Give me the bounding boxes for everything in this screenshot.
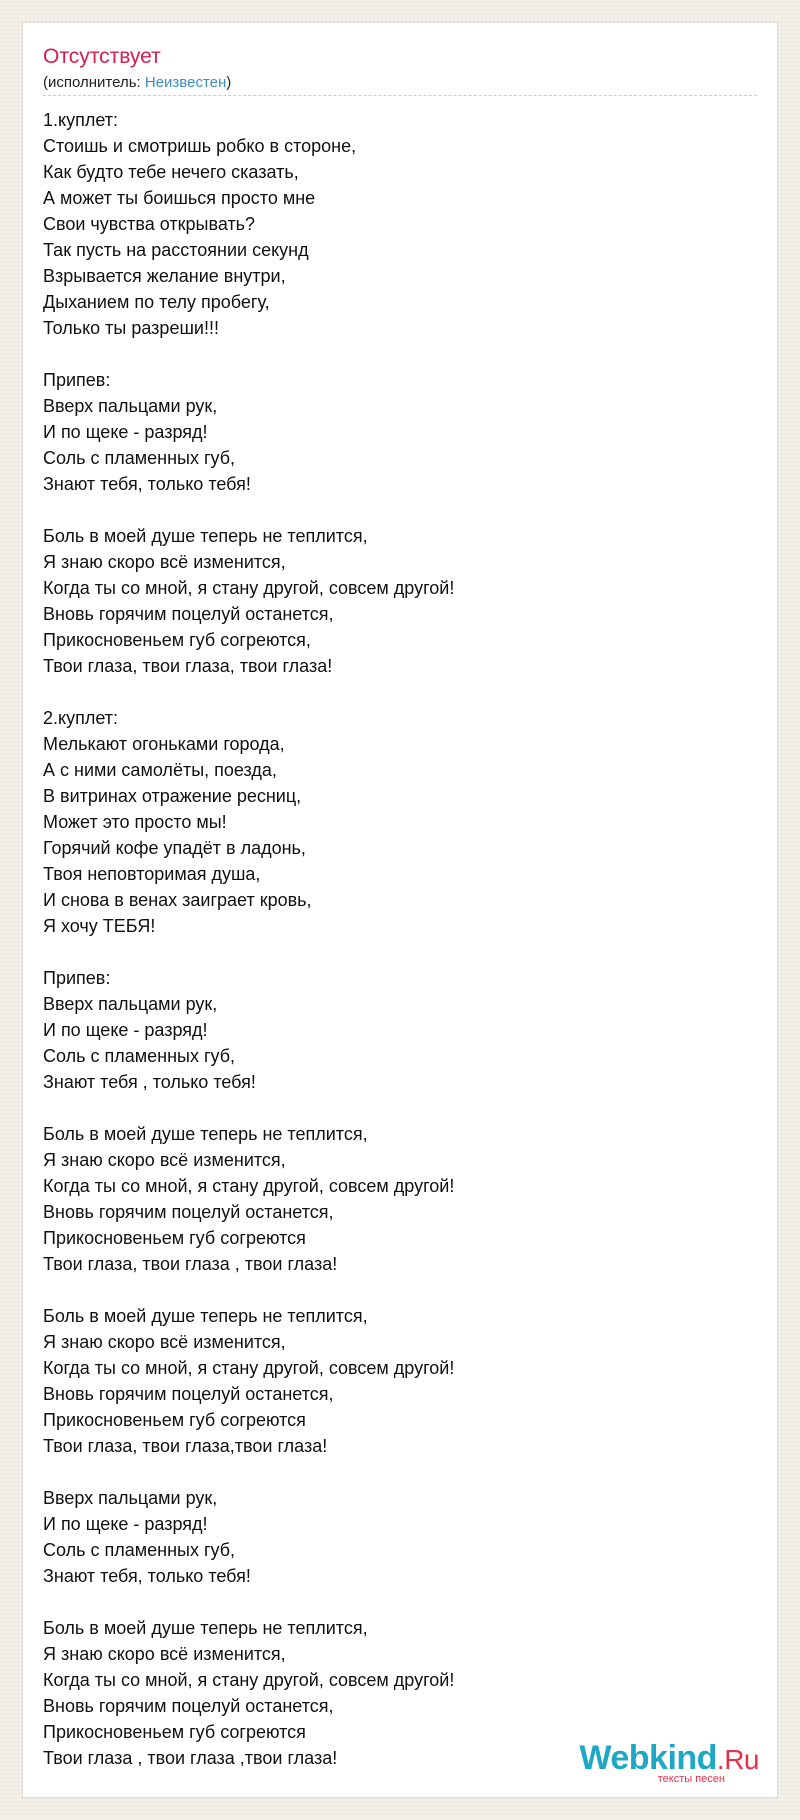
lyric-line: Прикосновеньем губ согреются (43, 1410, 306, 1430)
lyrics-stanza (43, 523, 759, 679)
lyric-line: Знают тебя, только тебя! (43, 1566, 251, 1586)
lyrics-stanza (43, 1303, 759, 1459)
lyric-line: Дыханием по телу пробегу, (43, 292, 270, 312)
lyric-line: Когда ты со мной, я стану другой, совсем другой! (43, 1176, 455, 1196)
lyric-line: Может это просто мы! (43, 812, 227, 832)
lyric-line: Я знаю скоро всё изменится, (43, 1332, 286, 1352)
lyrics-stanza (43, 705, 759, 939)
lyric-line: А с ними самолёты, поезда, (43, 760, 277, 780)
lyric-line: Боль в моей душе теперь не теплится, (43, 1618, 368, 1638)
lyrics-stanza (43, 107, 759, 341)
lyric-line: Припев: (43, 968, 111, 988)
lyric-line: Вверх пальцами рук, (43, 396, 218, 416)
header-divider (43, 95, 757, 96)
lyrics-stanza (43, 1121, 759, 1277)
watermark-brand: Webkind (579, 1739, 717, 1777)
lyrics-stanza (43, 367, 759, 497)
lyric-line: Мелькают огоньками города, (43, 734, 285, 754)
lyric-line: Так пусть на расстоянии секунд (43, 240, 309, 260)
lyric-line: Когда ты со мной, я стану другой, совсем другой! (43, 1358, 455, 1378)
lyric-line: Твои глаза , твои глаза ,твои глаза! (43, 1748, 338, 1768)
lyric-line: В витринах отражение ресниц, (43, 786, 302, 806)
lyric-line: Вновь горячим поцелуй останется, (43, 1696, 334, 1716)
artist-suffix: ) (226, 74, 232, 91)
lyric-line: Твои глаза, твои глаза, твои глаза! (43, 656, 333, 676)
lyric-line: Вверх пальцами рук, (43, 994, 218, 1014)
lyric-line: Твои глаза, твои глаза,твои глаза! (43, 1436, 328, 1456)
lyric-line: Прикосновеньем губ согреются (43, 1228, 306, 1248)
lyric-line: Прикосновеньем губ согреются, (43, 630, 311, 650)
lyric-line: И снова в венах заиграет кровь, (43, 890, 312, 910)
lyric-line: Вновь горячим поцелуй останется, (43, 1202, 334, 1222)
lyrics-stanza (43, 965, 759, 1095)
artist-prefix: (исполнитель: (43, 74, 145, 91)
watermark-subtitle: тексты песен (657, 1773, 725, 1785)
lyric-line: А может ты боишься просто мне (43, 188, 316, 208)
watermark-tld: .Ru (716, 1744, 759, 1775)
lyric-line: Соль с пламенных губ, (43, 1540, 236, 1560)
lyric-line: Свои чувства открывать? (43, 214, 256, 234)
lyrics-card (22, 22, 778, 1798)
lyric-line: И по щеке - разряд! (43, 1514, 208, 1534)
song-title: Отсутствует (43, 45, 161, 68)
lyric-line: Когда ты со мной, я стану другой, совсем другой! (43, 578, 455, 598)
lyrics-stanza (43, 1485, 759, 1589)
lyric-line: Я знаю скоро всё изменится, (43, 1150, 286, 1170)
lyric-line: Припев: (43, 370, 111, 390)
lyric-line: Прикосновеньем губ согреются (43, 1722, 306, 1742)
lyric-line: И по щеке - разряд! (43, 1020, 208, 1040)
lyric-line: Твои глаза, твои глаза , твои глаза! (43, 1254, 338, 1274)
lyric-line: И по щеке - разряд! (43, 422, 208, 442)
lyrics-body (43, 107, 759, 1797)
lyric-line: 2.куплет: (43, 708, 118, 728)
lyric-line: 1.куплет: (43, 110, 118, 130)
lyric-line: Только ты разреши!!! (43, 318, 219, 338)
artist-link[interactable]: Неизвестен (144, 74, 227, 91)
lyric-line: Соль с пламенных губ, (43, 448, 236, 468)
lyric-line: Вновь горячим поцелуй останется, (43, 1384, 334, 1404)
lyric-line: Взрывается желание внутри, (43, 266, 286, 286)
lyric-line: Я знаю скоро всё изменится, (43, 1644, 286, 1664)
lyric-line: Боль в моей душе теперь не теплится, (43, 1306, 368, 1326)
lyric-line: Твоя неповторимая душа, (43, 864, 261, 884)
site-watermark (559, 1739, 759, 1787)
lyric-line: Вновь горячим поцелуй останется, (43, 604, 334, 624)
lyric-line: Боль в моей душе теперь не теплится, (43, 526, 368, 546)
lyric-line: Боль в моей душе теперь не теплится, (43, 1124, 368, 1144)
lyric-line: Я хочу ТЕБЯ! (43, 916, 156, 936)
lyric-line: Знают тебя, только тебя! (43, 474, 251, 494)
lyric-line: Я знаю скоро всё изменится, (43, 552, 286, 572)
lyric-line: Вверх пальцами рук, (43, 1488, 218, 1508)
lyric-line: Соль с пламенных губ, (43, 1046, 236, 1066)
lyric-line: Горячий кофе упадёт в ладонь, (43, 838, 306, 858)
artist-line (43, 73, 231, 93)
lyric-line: Когда ты со мной, я стану другой, совсем другой! (43, 1670, 455, 1690)
lyric-line: Знают тебя , только тебя! (43, 1072, 256, 1092)
lyric-line: Как будто тебе нечего сказать, (43, 162, 299, 182)
lyric-line: Стоишь и смотришь робко в стороне, (43, 136, 357, 156)
